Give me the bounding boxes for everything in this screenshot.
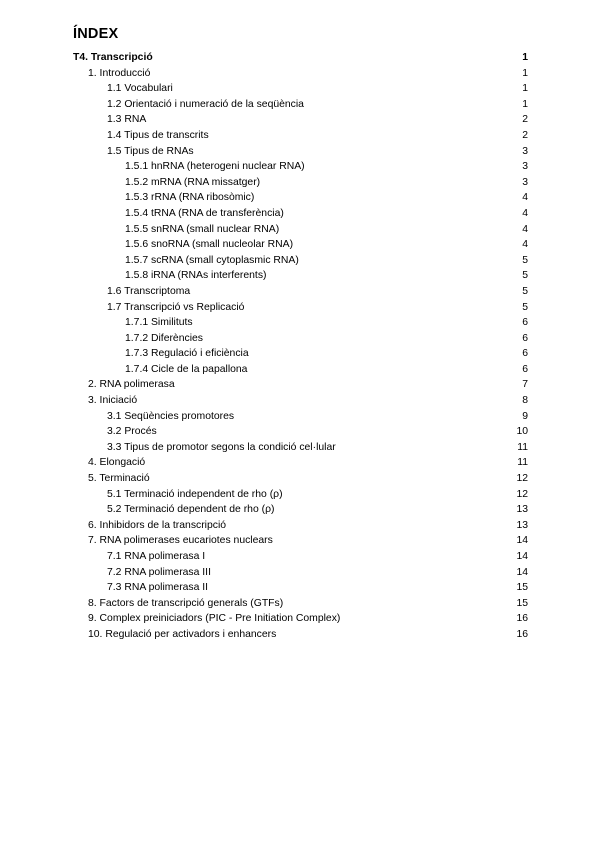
toc-entry-page: 13 xyxy=(516,504,528,516)
toc-entry-title: 9. Complex preiniciadors (PIC - Pre Initiation Complex) xyxy=(88,613,341,625)
toc-entry-page: 6 xyxy=(522,332,528,344)
toc-entry[interactable] xyxy=(73,268,528,284)
toc-entry-title: 4. Elongació xyxy=(88,457,146,469)
toc-entry[interactable] xyxy=(73,300,528,316)
toc-entry-title: 1.5.1 hnRNA (heterogeni nuclear RNA) xyxy=(125,161,305,173)
toc-entry-page: 4 xyxy=(522,239,528,251)
toc-entry-page: 4 xyxy=(522,207,528,219)
toc-entry-title: 7.2 RNA polimerasa III xyxy=(107,566,211,578)
toc-entry[interactable] xyxy=(73,50,528,66)
toc-entry[interactable] xyxy=(73,66,528,82)
toc-entry-page: 14 xyxy=(516,535,528,547)
toc-entry-page: 12 xyxy=(516,473,528,485)
toc-entry-title: 3.2 Procés xyxy=(107,426,157,438)
toc-entry-title: 1.3 RNA xyxy=(107,114,147,126)
toc-entry[interactable] xyxy=(73,128,528,144)
toc-entry[interactable] xyxy=(73,346,528,362)
toc-entry-page: 15 xyxy=(516,597,528,609)
toc-entry[interactable] xyxy=(73,175,528,191)
toc-entry[interactable] xyxy=(73,627,528,643)
toc-entry-title: 5. Terminació xyxy=(88,473,150,485)
toc-entry[interactable] xyxy=(73,190,528,206)
toc-entry-page: 13 xyxy=(516,519,528,531)
toc-entry-page: 3 xyxy=(522,161,528,173)
toc-entry-title: 1. Introducció xyxy=(88,67,151,79)
toc-entry[interactable] xyxy=(73,144,528,160)
toc-entry[interactable] xyxy=(73,159,528,175)
toc-entry[interactable] xyxy=(73,424,528,440)
toc-entry[interactable] xyxy=(73,502,528,518)
toc-entry-title: 1.5 Tipus de RNAs xyxy=(107,145,194,157)
toc-entry[interactable] xyxy=(73,237,528,253)
toc-entry-page: 15 xyxy=(516,582,528,594)
toc-entry[interactable] xyxy=(73,455,528,471)
toc-entry-title: 1.5.3 rRNA (RNA ribosòmic) xyxy=(125,192,255,204)
toc-entry-page: 6 xyxy=(522,317,528,329)
toc-entry-title: 1.5.8 iRNA (RNAs interferents) xyxy=(125,270,267,282)
toc-entry-title: 1.7.4 Cicle de la papallona xyxy=(125,363,248,375)
toc-entry-page: 7 xyxy=(522,379,528,391)
toc-entry-page: 10 xyxy=(516,426,528,438)
toc-entry-page: 5 xyxy=(522,254,528,266)
toc-entry-title: 6. Inhibidors de la transcripció xyxy=(88,519,227,531)
toc-entry[interactable] xyxy=(73,409,528,425)
toc-entry-page: 11 xyxy=(517,457,528,469)
toc-entry[interactable] xyxy=(73,487,528,503)
toc-entry-page: 2 xyxy=(522,114,528,126)
toc-entry-page: 5 xyxy=(522,301,528,313)
toc-entry-page: 4 xyxy=(522,223,528,235)
toc-entry-title: 7.3 RNA polimerasa II xyxy=(107,582,209,594)
toc-entry-page: 9 xyxy=(522,410,528,422)
toc-entry-page: 11 xyxy=(517,441,528,453)
toc-entry-title: 5.1 Terminació independent de rho (ρ) xyxy=(107,488,283,500)
toc-entry[interactable] xyxy=(73,440,528,456)
toc-entry-page: 1 xyxy=(522,52,528,63)
toc-entry-title: 1.4 Tipus de transcrits xyxy=(107,129,209,141)
toc-entry-page: 1 xyxy=(522,67,528,79)
toc-entry-page: 6 xyxy=(522,363,528,375)
toc-entry-title: 1.1 Vocabulari xyxy=(107,83,173,95)
toc-entry-page: 8 xyxy=(522,395,528,407)
toc-entry[interactable] xyxy=(73,471,528,487)
toc-entry-title: T4. Transcripció xyxy=(73,52,153,63)
toc-entry-page: 5 xyxy=(522,270,528,282)
toc-entry[interactable] xyxy=(73,253,528,269)
toc-entry-page: 3 xyxy=(522,176,528,188)
toc-entry-title: 1.2 Orientació i numeració de la seqüència xyxy=(107,98,304,110)
toc-entry[interactable] xyxy=(73,549,528,565)
toc-entry-page: 14 xyxy=(516,566,528,578)
toc-entry-page: 3 xyxy=(522,145,528,157)
toc-entry[interactable] xyxy=(73,222,528,238)
toc-entry-title: 1.5.2 mRNA (RNA missatger) xyxy=(125,176,261,188)
toc-entry-page: 6 xyxy=(522,348,528,360)
toc-entry-title: 2. RNA polimerasa xyxy=(88,379,175,391)
toc-entry[interactable] xyxy=(73,81,528,97)
toc-entry-title: 1.5.4 tRNA (RNA de transferència) xyxy=(125,207,284,219)
toc-entry-title: 1.6 Transcriptoma xyxy=(107,285,191,297)
toc-entry[interactable] xyxy=(73,533,528,549)
toc-entry[interactable] xyxy=(73,377,528,393)
toc-entry-title: 3. Iniciació xyxy=(88,395,138,407)
toc-entry[interactable] xyxy=(73,596,528,612)
toc-entry[interactable] xyxy=(73,362,528,378)
toc-entry[interactable] xyxy=(73,580,528,596)
toc-entry[interactable] xyxy=(73,206,528,222)
toc-entry-page: 1 xyxy=(522,83,528,95)
toc-entry-title: 5.2 Terminació dependent de rho (ρ) xyxy=(107,504,275,516)
toc-entry-page: 16 xyxy=(516,628,528,640)
toc-entry-page: 14 xyxy=(516,551,528,562)
toc-entry[interactable] xyxy=(73,393,528,409)
toc-entry-title: 7. RNA polimerases eucariotes nuclears xyxy=(88,535,273,547)
toc-entry-title: 1.5.7 scRNA (small cytoplasmic RNA) xyxy=(125,254,299,266)
toc-entry-title: 1.7.3 Regulació i eficiència xyxy=(125,348,249,360)
toc-entry-title: 1.7 Transcripció vs Replicació xyxy=(107,301,245,313)
toc-entry[interactable] xyxy=(73,331,528,347)
toc-entry-page: 5 xyxy=(522,285,528,297)
toc-entry-title: 8. Factors de transcripció generals (GTFs) xyxy=(88,597,284,609)
toc-entry[interactable] xyxy=(73,284,528,300)
toc-entry-page: 16 xyxy=(516,613,528,625)
toc-entry-page: 2 xyxy=(522,129,528,141)
toc-entry-title: 3.3 Tipus de promotor segons la condició cel·lular xyxy=(107,441,336,453)
toc-entry[interactable] xyxy=(73,565,528,581)
toc-entry-title: 3.1 Seqüències promotores xyxy=(107,410,235,422)
index-title: ÍNDEX xyxy=(73,26,119,42)
toc-entry-title: 10. Regulació per activadors i enhancers xyxy=(88,628,277,640)
toc-entry-page: 1 xyxy=(522,98,528,110)
toc-entry[interactable] xyxy=(73,97,528,113)
toc-entry-page: 4 xyxy=(522,192,528,204)
toc-entry-title: 7.1 RNA polimerasa I xyxy=(107,551,206,562)
toc-entry-title: 1.7.2 Diferències xyxy=(125,332,203,344)
table-of-contents xyxy=(73,50,528,643)
toc-entry[interactable] xyxy=(73,611,528,627)
toc-entry[interactable] xyxy=(73,315,528,331)
toc-entry-title: 1.5.6 snoRNA (small nucleolar RNA) xyxy=(125,239,294,251)
toc-entry-page: 12 xyxy=(516,488,528,500)
toc-entry[interactable] xyxy=(73,518,528,534)
toc-entry-title: 1.5.5 snRNA (small nuclear RNA) xyxy=(125,223,280,235)
toc-entry[interactable] xyxy=(73,112,528,128)
toc-entry-title: 1.7.1 Similituts xyxy=(125,317,193,329)
